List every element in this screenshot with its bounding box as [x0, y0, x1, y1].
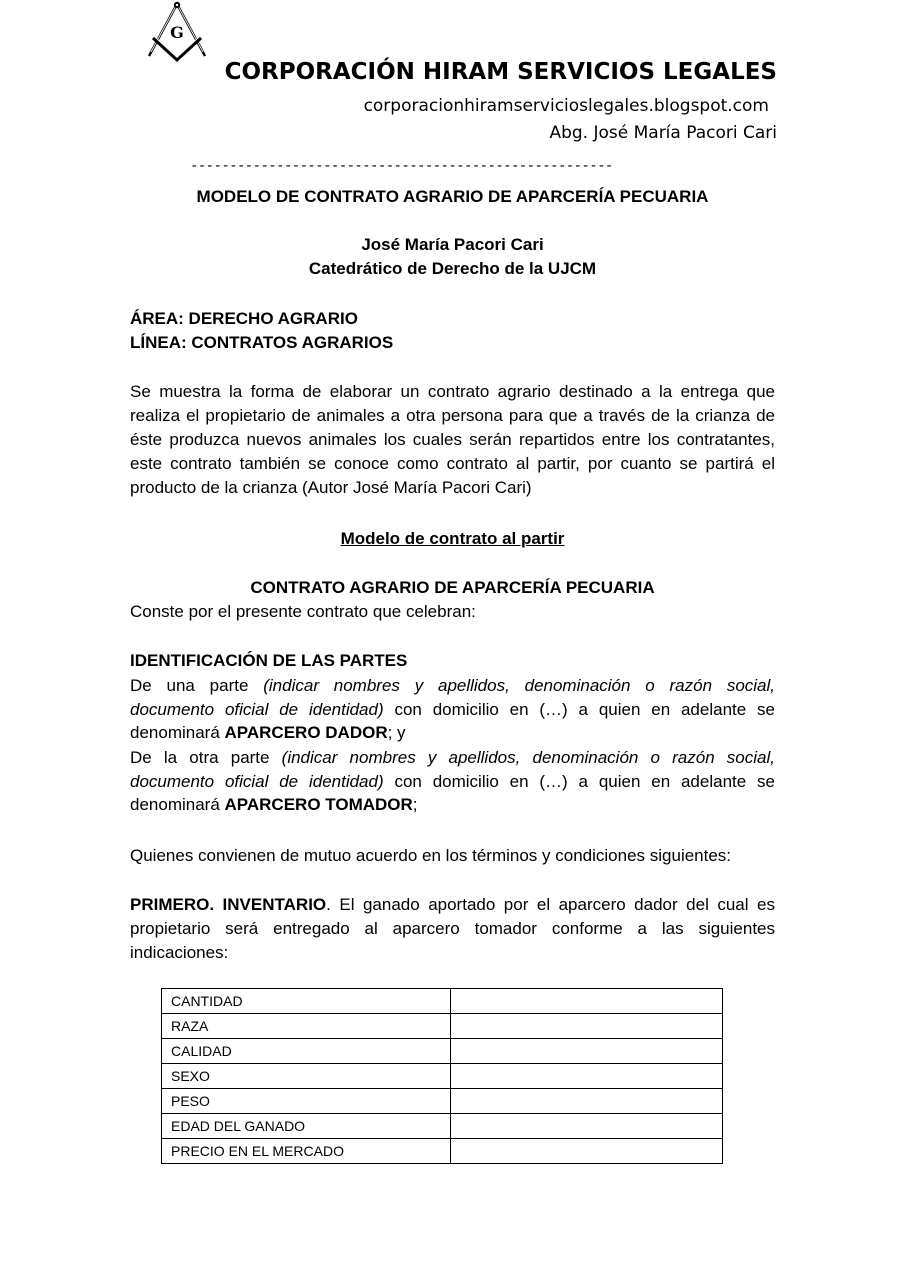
inventory-value-cell: [451, 1014, 723, 1039]
document-title: MODELO DE CONTRATO AGRARIO DE APARCERÍA PECUARIA: [196, 187, 709, 206]
inventory-row: [162, 1064, 723, 1089]
linea-label: LÍNEA: CONTRATOS AGRARIOS: [130, 333, 394, 352]
author-role: Catedrático de Derecho de la UJCM: [308, 259, 597, 278]
parties-heading: IDENTIFICACIÓN DE LAS PARTES: [130, 651, 408, 670]
party1-line2: documento oficial de identidad) con domicilio en (…) a quien en adelante se: [130, 700, 775, 719]
party2-line3: denominará APARCERO TOMADOR;: [130, 795, 418, 814]
model-heading: Modelo de contrato al partir: [340, 529, 565, 548]
contract-title: CONTRATO AGRARIO DE APARCERÍA PECUARIA: [250, 578, 655, 597]
inventory-value-cell: [451, 1064, 723, 1089]
inventory-label-cell: CANTIDAD: [162, 989, 451, 1014]
party2-line1: De la otra parte (indicar nombres y apellidos, denominación o razón social,: [130, 748, 775, 767]
inventory-row: [162, 1014, 723, 1039]
svg-text:G: G: [170, 23, 184, 42]
area-label: ÁREA: DERECHO AGRARIO: [130, 309, 358, 328]
inventory-row: [162, 989, 723, 1014]
header-dashed-rule: ------------------------------------------------------: [190, 158, 613, 174]
inventory-label-cell: SEXO: [162, 1064, 451, 1089]
inventory-table: [161, 988, 723, 1164]
inventory-value-cell: [451, 1039, 723, 1064]
firm-author: Abg. José María Pacori Cari: [549, 123, 777, 143]
inventory-value-cell: [451, 989, 723, 1014]
primero-clause: PRIMERO. INVENTARIO. El ganado aportado por el aparcero dador del cual es propietario será entregado al aparcero tomador conforme a las siguientes indicaciones:: [130, 895, 775, 962]
inventory-label-cell: RAZA: [162, 1014, 451, 1039]
party2-line2: documento oficial de identidad) con domicilio en (…) a quien en adelante se: [130, 772, 775, 791]
inventory-label-cell: EDAD DEL GANADO: [162, 1114, 451, 1139]
inventory-label-cell: CALIDAD: [162, 1039, 451, 1064]
party1-line3: denominará APARCERO DADOR; y: [130, 723, 406, 742]
inventory-value-cell: [451, 1089, 723, 1114]
party1-line1: De una parte (indicar nombres y apellidos, denominación o razón social,: [130, 676, 776, 695]
firm-blog-url: corporacionhiramservicioslegales.blogspot.com: [363, 96, 769, 116]
inventory-label-cell: PRECIO EN EL MERCADO: [162, 1139, 451, 1164]
inventory-row: [162, 1139, 723, 1164]
inventory-row: [162, 1039, 723, 1064]
author-name: José María Pacori Cari: [361, 235, 544, 254]
inventory-value-cell: [451, 1139, 723, 1164]
inventory-row: [162, 1089, 723, 1114]
firm-title: CORPORACIÓN HIRAM SERVICIOS LEGALES: [224, 59, 777, 85]
inventory-label-cell: PESO: [162, 1089, 451, 1114]
inventory-row: [162, 1114, 723, 1139]
conste-line: Conste por el presente contrato que celebran:: [130, 602, 476, 621]
inventory-value-cell: [451, 1114, 723, 1139]
intro-paragraph: Se muestra la forma de elaborar un contrato agrario destinado a la entrega que realiza el propietario de animales a otra persona para que a través de la crianza de éste produzca nuevos animales los cuales serán repartidos entre los contratantes, este contrato también se conoce como contrato al partir, por cuanto se partirá el producto de la crianza (Autor José María Pacori Cari): [130, 382, 775, 497]
agreement-line: Quienes convienen de mutuo acuerdo en los términos y condiciones siguientes:: [130, 846, 732, 865]
